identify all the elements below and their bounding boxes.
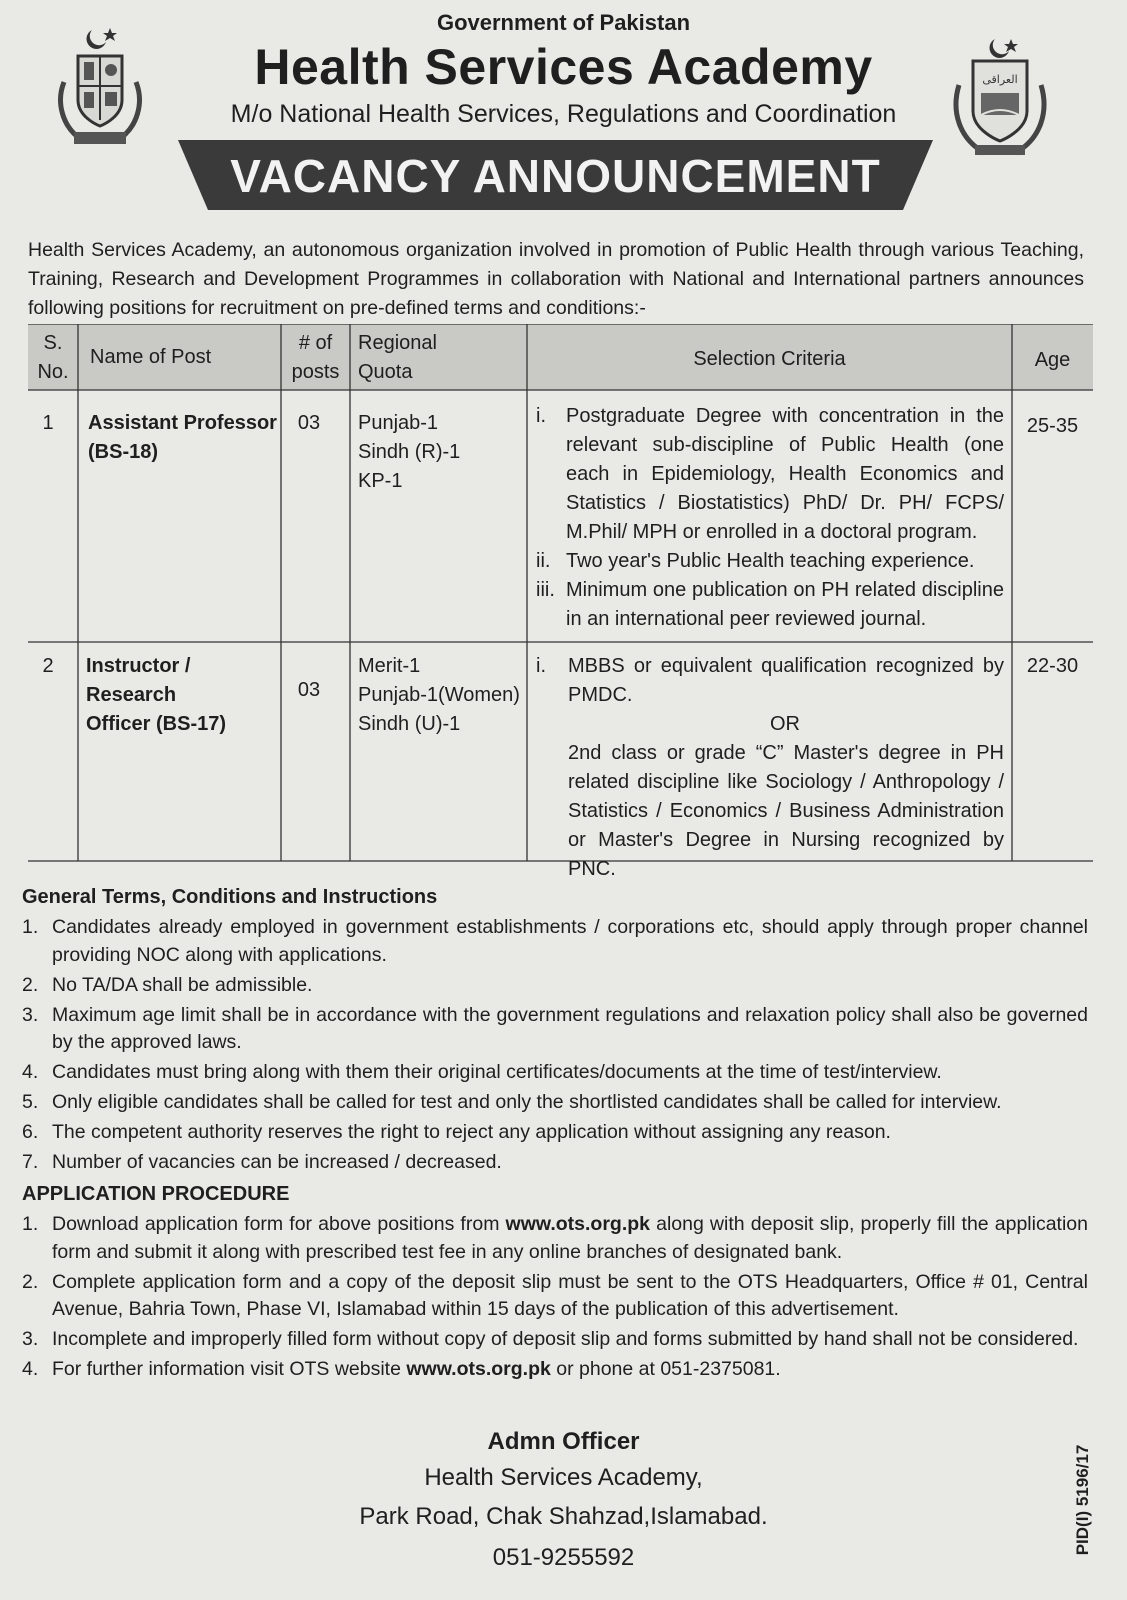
terms-item [22,972,1088,1000]
header-sno [28,329,78,387]
procedure-item [22,1356,1088,1384]
item-text: Candidates must bring along with them their original certificates/documents at the time of test/interview. [52,1061,942,1083]
row1-sno: 1 [42,412,54,434]
academy-title: Health Services Academy [254,39,873,95]
criteria-item [536,576,1004,634]
signatory-title: Admn Officer [487,1428,640,1455]
row2-quota-item: Sindh (U)-1 [358,713,461,735]
item-text: No TA/DA shall be admissible. [52,973,313,996]
header-quota-line2: Quota [358,361,413,383]
signatory-address: Park Road, Chak Shahzad,Islamabad. [359,1503,768,1530]
row1-post-line2: (BS-18) [88,441,159,463]
terms-item [22,1089,1088,1117]
row2-quota [358,652,527,739]
government-title: Government of Pakistan [436,10,691,35]
procedure-item [22,1326,1088,1354]
row1-quota-item: KP-1 [358,470,403,492]
header-posts-line2: posts [291,361,340,383]
item-number: 5. [22,1091,39,1113]
row1-criteria [536,402,1004,634]
terms-item [22,1149,1088,1177]
item-number: 4. [22,1061,39,1083]
vacancy-table [28,324,1093,879]
header-sno-line1: S. [43,332,63,354]
ministry-subtitle: M/o National Health Services, Regulations and Coordination [230,100,897,128]
item-text: The competent authority reserves the right to reject any application without assigning any reason. [52,1121,891,1143]
row1-age: 25-35 [1026,415,1079,437]
item-text: Maximum age limit shall be in accordance with the government regulations and relaxation policy shall also be governed by the approved laws. [52,1003,1088,1053]
criteria-text: Minimum one publication on PH related discipline in an international peer reviewed journal. [566,579,1004,630]
header-criteria: Selection Criteria [693,348,846,370]
signatory-phone: 051-9255592 [492,1544,635,1571]
crest-text: العراقی [982,73,1018,86]
criteria-text: 2nd class or grade “C” Master's degree in PH related discipline like Sociology / Anthropology / Statistics / Economics / Business Administration or Master's Degree in Nursing recognized by PNC. [568,742,1004,880]
terms-item [22,1119,1088,1147]
item-number: 1. [22,1213,39,1235]
pid-number: PID(I) 5196/17 [1073,1444,1092,1556]
criteria-item [536,652,1004,710]
header-post: Name of Post [90,346,212,368]
item-text-part: For further information visit OTS website [52,1358,407,1380]
criteria-or: OR [770,713,800,735]
item-number: 7. [22,1151,39,1173]
criteria-number: i. [536,655,546,677]
item-number: 1. [22,916,39,938]
header-age: Age [1034,349,1071,371]
header-posts [281,329,350,387]
criteria-number: ii. [536,550,551,572]
row2-quota-item: Punjab-1(Women) [358,684,520,706]
item-text: Number of vacancies can be increased / decreased. [52,1151,502,1173]
row2-sno: 2 [42,655,54,677]
criteria-text: MBBS or equivalent qualification recognized by PMDC. [568,655,1004,706]
terms-list [22,914,1088,1179]
item-text-part: or phone at 051-2375081. [550,1358,781,1380]
criteria-number: i. [536,405,546,427]
item-number: 2. [22,1270,39,1293]
row1-quota [358,409,523,496]
procedure-list [22,1211,1088,1386]
vacancy-banner-title: VACANCY ANNOUNCEMENT [230,150,881,202]
row2-posts: 03 [297,679,321,701]
item-number: 2. [22,973,39,996]
item-text: Only eligible candidates shall be called for test and only the shortlisted candidates shall be called for interview. [52,1091,1002,1113]
row1-quota-item: Punjab-1 [358,412,439,434]
item-text [52,1211,1088,1266]
row1-post-line1: Assistant Professor [88,412,277,434]
criteria-number: iii. [536,579,555,601]
terms-heading: General Terms, Conditions and Instructions [22,886,438,908]
item-number: 3. [22,1003,39,1026]
header-quota-line1: Regional [358,332,437,354]
item-number: 4. [22,1358,39,1380]
row1-posts: 03 [297,412,321,434]
criteria-text: Two year's Public Health teaching experience. [566,550,975,572]
criteria-item [536,547,1004,576]
header-posts-line1: # of [298,332,333,354]
signatory-org: Health Services Academy, [424,1464,703,1491]
criteria-text: Postgraduate Degree with concentration in the relevant sub-discipline of Public Health (one each in Epidemiology, Health Economics and Statistics / Biostatistics) PhD/ Dr. PH/ FCPS/ M.Phil/ MPH or enrolled in a doctoral program. [566,405,1004,543]
procedure-heading: APPLICATION PROCEDURE [22,1183,290,1205]
row2-quota-item: Merit-1 [358,655,421,677]
item-text [52,1356,1088,1384]
criteria-item [536,402,1004,547]
item-text: Complete application form and a copy of the deposit slip must be sent to the OTS Headquarters, Office # 01, Central Avenue, Bahria Town, Phase VI, Islamabad within 15 days of the publication of this advertisement. [52,1270,1088,1320]
row2-age: 22-30 [1026,655,1079,677]
intro-paragraph: Health Services Academy, an autonomous organization involved in promotion of Public Health through various Teaching, Training, Research and Development Programmes in collaboration with National and International partners announces following positions for recruitment on pre-defined terms and conditions:- [28,239,1084,319]
terms-item [22,914,1088,969]
item-text: Incomplete and improperly filled form without copy of deposit slip and forms submitted by hand shall not be considered. [52,1328,1079,1350]
row2-post [86,652,281,739]
row1-post [88,409,278,467]
row2-post-line2: Officer (BS-17) [86,713,227,735]
item-text-part: along with deposit slip, properly fill the application form and submit it along with prescribed test fee in any online branches of designated bank. [52,1213,1088,1263]
item-text-part: Download application form for above positions from [52,1213,506,1235]
terms-item [22,1002,1088,1057]
item-number: 3. [22,1328,39,1350]
row2-criteria [536,652,1004,884]
header-quota [358,329,523,387]
ots-website-link[interactable]: www.ots.org.pk [406,1358,551,1380]
procedure-item [22,1269,1088,1324]
terms-item [22,1059,1088,1087]
item-text: Candidates already employed in government establishments / corporations etc, should apply through proper channel providing NOC along with applications. [52,916,1088,966]
header-sno-line2: No. [37,361,69,383]
row2-post-line1: Instructor / Research [86,655,191,706]
row1-quota-item: Sindh (R)-1 [358,441,461,463]
item-number: 6. [22,1121,39,1143]
ots-website-link[interactable]: www.ots.org.pk [505,1213,650,1235]
procedure-item [22,1211,1088,1266]
